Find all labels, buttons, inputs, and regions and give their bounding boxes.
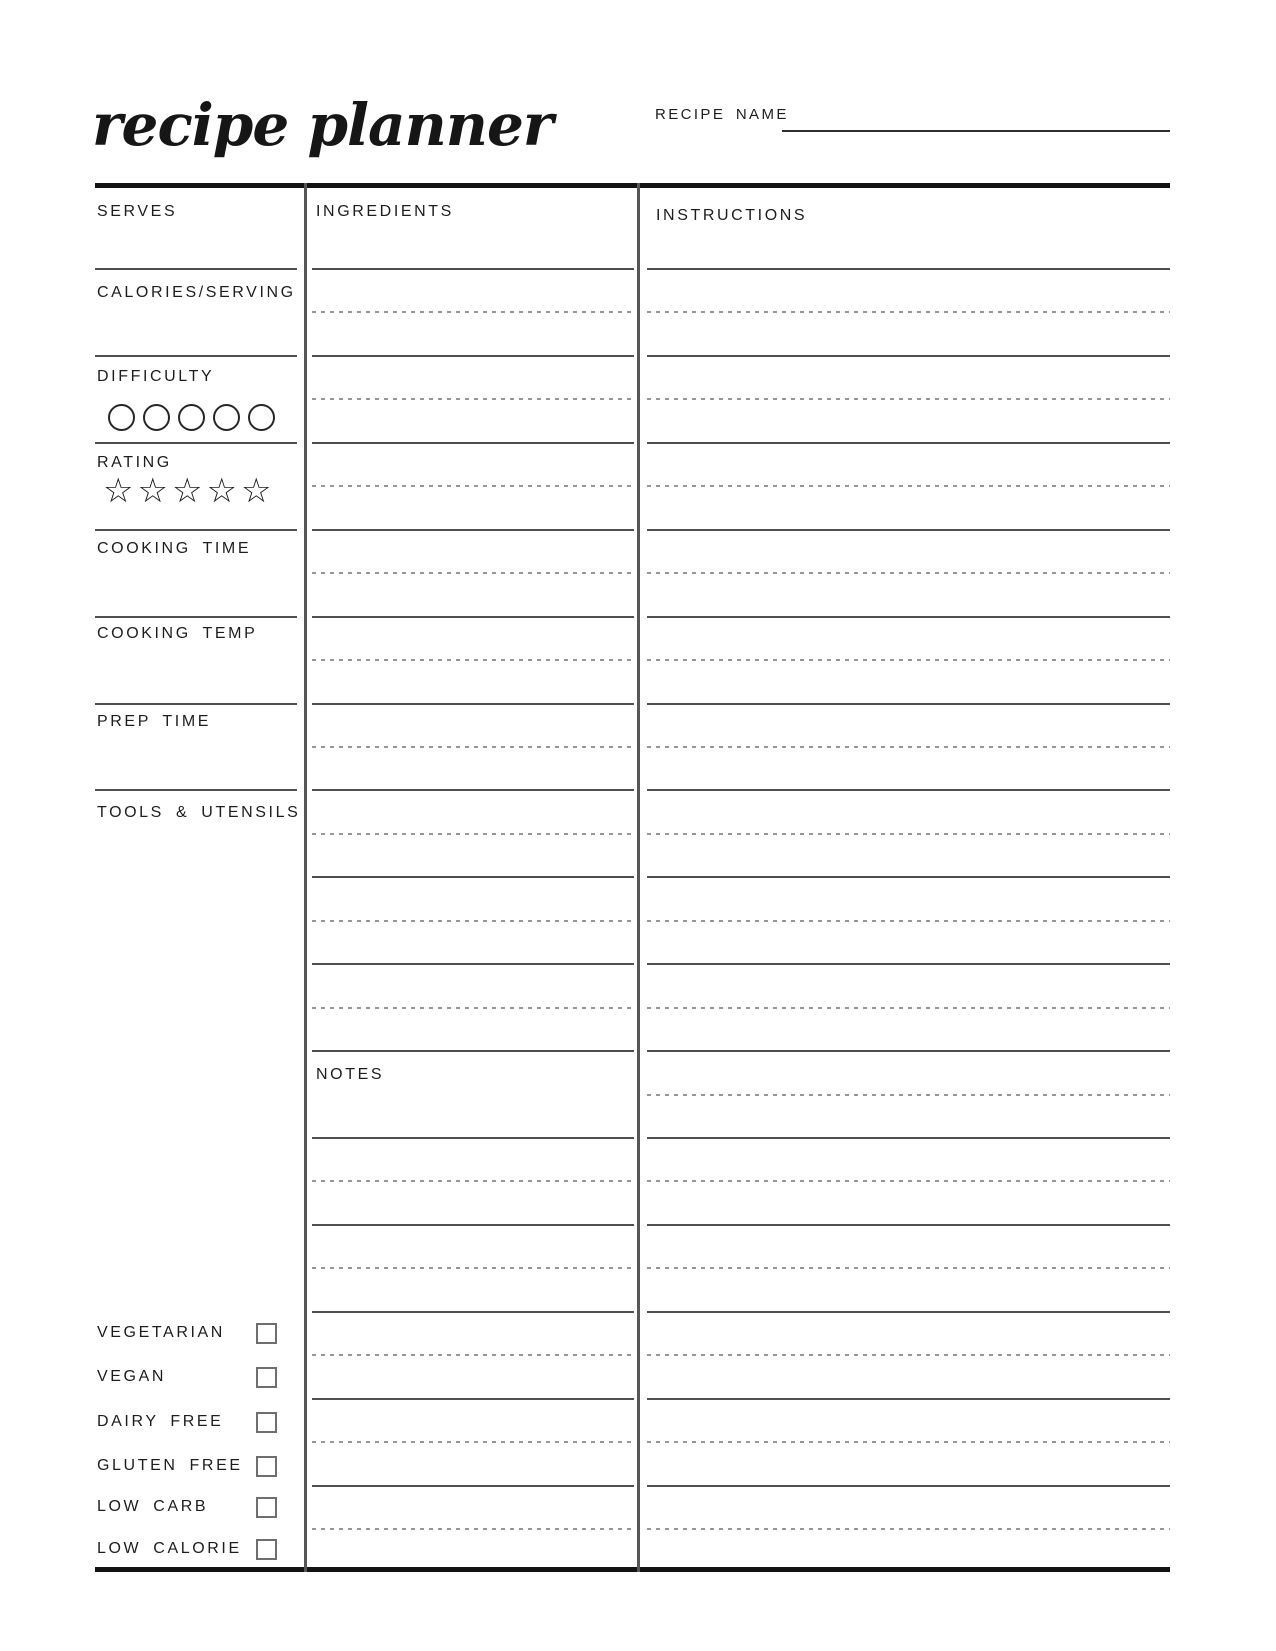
ruled-line-dashed bbox=[312, 746, 634, 748]
ruled-line-dashed bbox=[312, 833, 634, 835]
calories-per-serving-label: CALORIES/SERVING bbox=[97, 284, 296, 301]
ruled-line-solid bbox=[312, 703, 634, 705]
ruled-line-dashed bbox=[647, 1180, 1170, 1182]
recipe-name-label: RECIPE NAME bbox=[655, 106, 789, 123]
dietary-label-vegetarian: VEGETARIAN bbox=[97, 1324, 225, 1341]
ruled-line-dashed bbox=[312, 1007, 634, 1009]
ruled-line-solid bbox=[647, 703, 1170, 705]
gluten-free-checkbox[interactable] bbox=[256, 1456, 277, 1477]
ruled-line-solid bbox=[312, 1137, 634, 1139]
ruled-line-dashed bbox=[312, 1354, 634, 1356]
ruled-line-solid bbox=[95, 442, 297, 444]
ruled-line-dashed bbox=[647, 1528, 1170, 1530]
ruled-line-dashed bbox=[312, 572, 634, 574]
cooking-time-label: COOKING TIME bbox=[97, 540, 252, 557]
ruled-line-solid bbox=[312, 1224, 634, 1226]
ruled-line-dashed bbox=[312, 1267, 634, 1269]
ruled-line-solid bbox=[647, 1311, 1170, 1313]
ruled-line-solid bbox=[312, 789, 634, 791]
ruled-line-solid bbox=[312, 616, 634, 618]
ruled-line-dashed bbox=[647, 311, 1170, 313]
ruled-line-dashed bbox=[647, 1267, 1170, 1269]
rating-label: RATING bbox=[97, 454, 172, 471]
ruled-line-solid bbox=[312, 876, 634, 878]
ruled-line-solid bbox=[312, 268, 634, 270]
ruled-line-dashed bbox=[312, 485, 634, 487]
dietary-label-low-calorie: LOW CALORIE bbox=[97, 1540, 242, 1557]
tools-utensils-label: TOOLS & UTENSILS bbox=[97, 804, 301, 821]
ruled-line-dashed bbox=[647, 1354, 1170, 1356]
ruled-line-dashed bbox=[647, 659, 1170, 661]
rating-star-3-icon[interactable]: ☆ bbox=[171, 471, 207, 511]
ruled-line-dashed bbox=[647, 833, 1170, 835]
ruled-line-solid bbox=[95, 616, 297, 618]
ruled-line-dashed bbox=[312, 1528, 634, 1530]
notes-header: NOTES bbox=[316, 1066, 385, 1083]
ruled-line-solid bbox=[312, 1485, 634, 1487]
ruled-line-solid bbox=[312, 1311, 634, 1313]
ruled-line-solid bbox=[647, 529, 1170, 531]
dietary-label-vegan: VEGAN bbox=[97, 1368, 167, 1385]
dairy-free-checkbox[interactable] bbox=[256, 1412, 277, 1433]
dietary-label-dairy-free: DAIRY FREE bbox=[97, 1413, 224, 1430]
ruled-line-dashed bbox=[312, 1441, 634, 1443]
ruled-line-solid bbox=[647, 963, 1170, 965]
ruled-line-dashed bbox=[647, 1441, 1170, 1443]
ruled-line-solid bbox=[312, 442, 634, 444]
ruled-line-solid bbox=[647, 355, 1170, 357]
ruled-line-solid bbox=[647, 1137, 1170, 1139]
ruled-line-solid bbox=[95, 789, 297, 791]
ruled-line-dashed bbox=[647, 398, 1170, 400]
rating-star-1-icon[interactable]: ☆ bbox=[103, 471, 138, 511]
dietary-label-gluten-free: GLUTEN FREE bbox=[97, 1457, 243, 1474]
low-calorie-checkbox[interactable] bbox=[256, 1539, 277, 1560]
ruled-line-dashed bbox=[312, 920, 634, 922]
ruled-line-solid bbox=[312, 529, 634, 531]
ruled-line-solid bbox=[95, 703, 297, 705]
cooking-temp-label: COOKING TEMP bbox=[97, 625, 258, 642]
vegetarian-checkbox[interactable] bbox=[256, 1323, 277, 1344]
ruled-line-dashed bbox=[647, 920, 1170, 922]
ruled-line-solid bbox=[647, 442, 1170, 444]
ruled-line-solid bbox=[647, 1224, 1170, 1226]
ruled-line-solid bbox=[312, 963, 634, 965]
ruled-line-solid bbox=[312, 1398, 634, 1400]
serves-label: SERVES bbox=[97, 203, 178, 220]
ruled-line-dashed bbox=[647, 485, 1170, 487]
prep-time-label: PREP TIME bbox=[97, 713, 212, 730]
dietary-label-low-carb: LOW CARB bbox=[97, 1498, 209, 1515]
ruled-line-solid bbox=[312, 355, 634, 357]
ruled-line-solid bbox=[647, 1485, 1170, 1487]
ruled-line-dashed bbox=[312, 398, 634, 400]
vegan-checkbox[interactable] bbox=[256, 1367, 277, 1388]
ruled-line-solid bbox=[647, 789, 1170, 791]
difficulty-label: DIFFICULTY bbox=[97, 368, 215, 385]
instructions-header: INSTRUCTIONS bbox=[656, 207, 808, 224]
rating-star-5-icon[interactable]: ☆ bbox=[240, 471, 276, 511]
ruled-line-solid bbox=[95, 355, 297, 357]
rating-star-4-icon[interactable]: ☆ bbox=[206, 471, 241, 511]
ruled-line-solid bbox=[647, 1050, 1170, 1052]
ruled-line-solid bbox=[312, 1050, 634, 1052]
ruled-line-solid bbox=[647, 616, 1170, 618]
ingredients-header: INGREDIENTS bbox=[316, 203, 454, 220]
ruled-line-solid bbox=[647, 876, 1170, 878]
ruled-line-solid bbox=[95, 529, 297, 531]
ruled-line-dashed bbox=[647, 1094, 1170, 1096]
ruled-line-dashed bbox=[312, 311, 634, 313]
ruled-line-solid bbox=[95, 268, 297, 270]
ruled-line-dashed bbox=[647, 1007, 1170, 1009]
ruled-line-solid bbox=[647, 1398, 1170, 1400]
ruled-line-dashed bbox=[647, 746, 1170, 748]
ruled-line-dashed bbox=[312, 1180, 634, 1182]
ruled-line-dashed bbox=[647, 572, 1170, 574]
page-title: recipe planner bbox=[92, 90, 553, 159]
ruled-line-solid bbox=[647, 268, 1170, 270]
low-carb-checkbox[interactable] bbox=[256, 1497, 277, 1518]
rating-star-2-icon[interactable]: ☆ bbox=[137, 471, 172, 511]
ruled-line-dashed bbox=[312, 659, 634, 661]
